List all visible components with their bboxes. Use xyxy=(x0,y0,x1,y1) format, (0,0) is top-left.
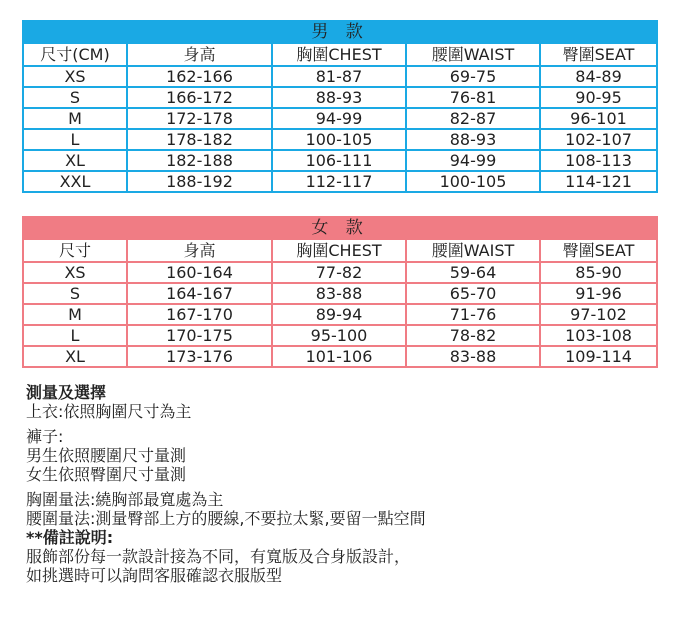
top-line: 上衣:依照胸圍尺寸為主 xyxy=(26,402,192,421)
women-cell-seat: 97-102 xyxy=(540,304,657,325)
men-size-table xyxy=(22,20,658,193)
men-cell-seat: 114-121 xyxy=(540,171,657,192)
men-cell-height: 178-182 xyxy=(127,129,272,150)
men-cell-height: 182-188 xyxy=(127,150,272,171)
men-row-xxl xyxy=(23,171,657,192)
women-cell-size: M xyxy=(23,304,127,325)
women-header-seat: 臀圍SEAT xyxy=(540,239,657,262)
women-header-size: 尺寸 xyxy=(23,239,127,262)
women-row-xl xyxy=(23,346,657,367)
pants-men: 男生依照腰圍尺寸量測 xyxy=(26,446,187,465)
men-cell-waist: 88-93 xyxy=(406,129,540,150)
women-cell-chest: 83-88 xyxy=(272,283,406,304)
men-table-title: 男 款 xyxy=(23,21,657,43)
women-header-height: 身高 xyxy=(127,239,272,262)
women-cell-waist: 65-70 xyxy=(406,283,540,304)
women-cell-waist: 59-64 xyxy=(406,262,540,283)
men-cell-size: XS xyxy=(23,66,127,87)
women-cell-height: 173-176 xyxy=(127,346,272,367)
women-cell-seat: 85-90 xyxy=(540,262,657,283)
men-cell-seat: 96-101 xyxy=(540,108,657,129)
men-cell-seat: 102-107 xyxy=(540,129,657,150)
men-cell-height: 188-192 xyxy=(127,171,272,192)
women-cell-height: 164-167 xyxy=(127,283,272,304)
women-cell-size: XS xyxy=(23,262,127,283)
men-cell-waist: 100-105 xyxy=(406,171,540,192)
men-cell-height: 172-178 xyxy=(127,108,272,129)
women-cell-waist: 78-82 xyxy=(406,325,540,346)
men-cell-seat: 84-89 xyxy=(540,66,657,87)
women-size-table xyxy=(22,216,658,368)
men-cell-size: S xyxy=(23,87,127,108)
men-row-xs xyxy=(23,66,657,87)
women-row-m xyxy=(23,304,657,325)
men-cell-size: XXL xyxy=(23,171,127,192)
women-cell-height: 170-175 xyxy=(127,325,272,346)
remarks-title: **備註說明: xyxy=(26,528,114,547)
chest-method: 胸圍量法:繞胸部最寬處為主 xyxy=(26,490,224,509)
men-header-seat: 臀圍SEAT xyxy=(540,43,657,66)
women-cell-chest: 101-106 xyxy=(272,346,406,367)
men-header-height: 身高 xyxy=(127,43,272,66)
women-cell-chest: 89-94 xyxy=(272,304,406,325)
men-row-xl xyxy=(23,150,657,171)
women-cell-chest: 95-100 xyxy=(272,325,406,346)
men-cell-chest: 112-117 xyxy=(272,171,406,192)
waist-method: 腰圍量法:測量臀部上方的腰線,不要拉太緊,要留一點空間 xyxy=(26,509,426,528)
women-cell-waist: 83-88 xyxy=(406,346,540,367)
women-cell-seat: 91-96 xyxy=(540,283,657,304)
women-row-l xyxy=(23,325,657,346)
women-cell-chest: 77-82 xyxy=(272,262,406,283)
remarks-line-2: 如挑選時可以詢問客服確認衣服版型 xyxy=(26,566,283,585)
women-table-title: 女 款 xyxy=(23,217,657,239)
measurement-notes xyxy=(26,383,666,585)
men-cell-seat: 90-95 xyxy=(540,87,657,108)
women-cell-seat: 109-114 xyxy=(540,346,657,367)
men-cell-chest: 106-111 xyxy=(272,150,406,171)
pants-women: 女生依照臀圍尺寸量測 xyxy=(26,465,187,484)
women-cell-size: L xyxy=(23,325,127,346)
women-cell-size: S xyxy=(23,283,127,304)
men-cell-height: 162-166 xyxy=(127,66,272,87)
men-cell-size: XL xyxy=(23,150,127,171)
women-cell-height: 167-170 xyxy=(127,304,272,325)
women-cell-waist: 71-76 xyxy=(406,304,540,325)
men-cell-chest: 94-99 xyxy=(272,108,406,129)
men-cell-chest: 100-105 xyxy=(272,129,406,150)
men-cell-waist: 94-99 xyxy=(406,150,540,171)
men-header-size: 尺寸(CM) xyxy=(23,43,127,66)
women-cell-height: 160-164 xyxy=(127,262,272,283)
men-cell-waist: 82-87 xyxy=(406,108,540,129)
women-cell-size: XL xyxy=(23,346,127,367)
men-cell-waist: 69-75 xyxy=(406,66,540,87)
men-cell-waist: 76-81 xyxy=(406,87,540,108)
men-header-chest: 胸圍CHEST xyxy=(272,43,406,66)
measure-title: 測量及選擇 xyxy=(26,383,107,402)
men-row-l xyxy=(23,129,657,150)
women-cell-seat: 103-108 xyxy=(540,325,657,346)
men-cell-chest: 88-93 xyxy=(272,87,406,108)
men-cell-height: 166-172 xyxy=(127,87,272,108)
women-header-chest: 胸圍CHEST xyxy=(272,239,406,262)
men-row-m xyxy=(23,108,657,129)
men-cell-seat: 108-113 xyxy=(540,150,657,171)
remarks-line-1: 服飾部份每一款設計接為不同，有寬版及合身版設計， xyxy=(26,547,411,566)
men-cell-size: L xyxy=(23,129,127,150)
women-header-waist: 腰圍WAIST xyxy=(406,239,540,262)
men-cell-size: M xyxy=(23,108,127,129)
men-header-waist: 腰圍WAIST xyxy=(406,43,540,66)
women-row-xs xyxy=(23,262,657,283)
pants-label: 褲子: xyxy=(26,427,64,446)
men-row-s xyxy=(23,87,657,108)
women-row-s xyxy=(23,283,657,304)
men-cell-chest: 81-87 xyxy=(272,66,406,87)
